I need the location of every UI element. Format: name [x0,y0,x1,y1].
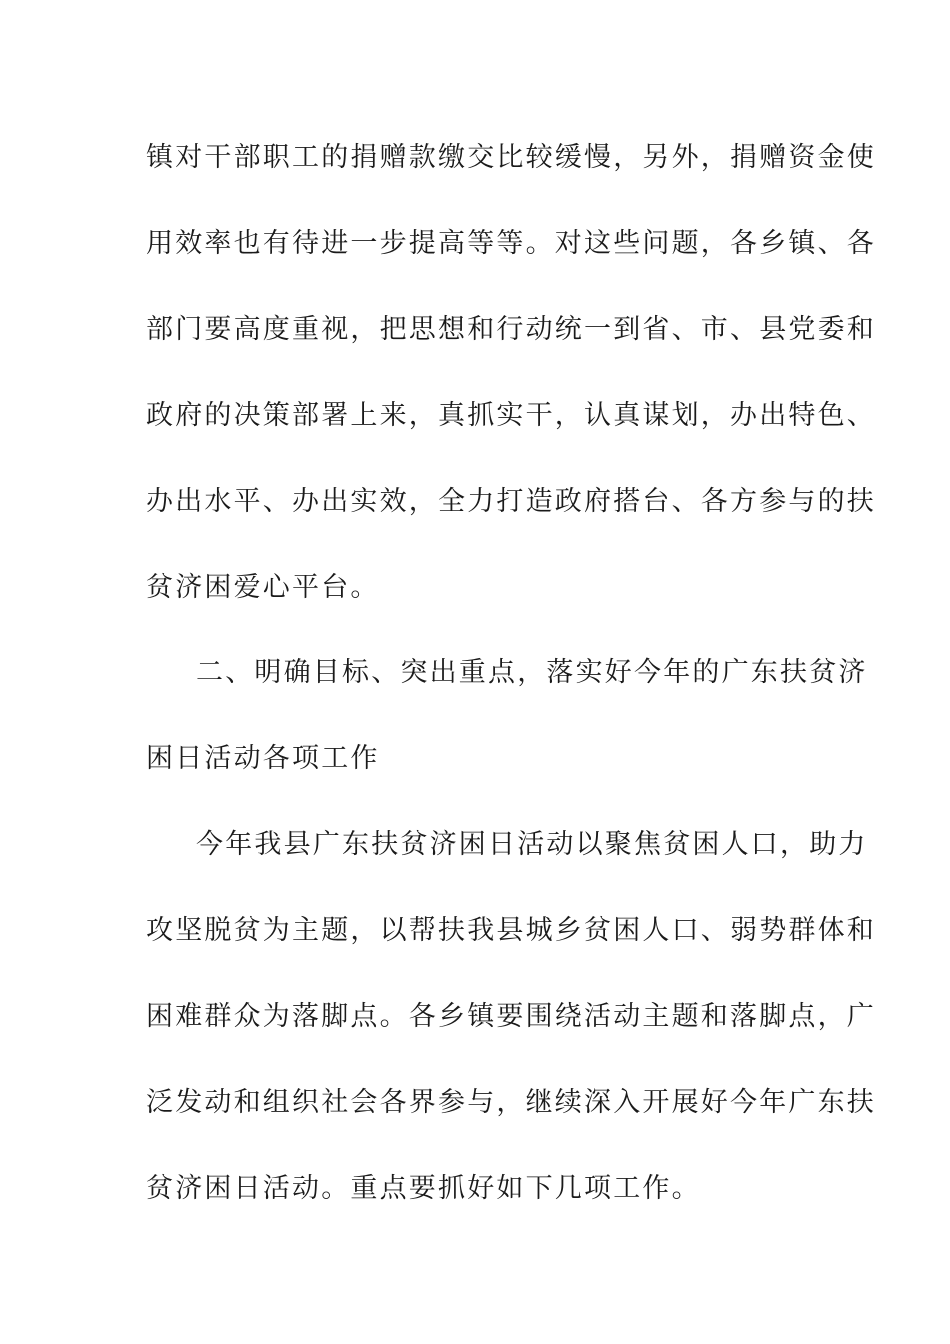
paragraph-line: 部门要高度重视，把思想和行动统一到省、市、县党委和 [146,314,876,345]
paragraph-line: 办出水平、办出实效，全力打造政府搭台、各方参与的扶 [146,486,876,517]
section-heading-line: 二、明确目标、突出重点，落实好今年的广东扶贫济 [196,657,868,688]
section-heading-line: 困日活动各项工作 [146,743,380,774]
paragraph-line: 困难群众为落脚点。各乡镇要围绕活动主题和落脚点，广 [146,1001,876,1032]
paragraph-line: 贫济困日活动。重点要抓好如下几项工作。 [146,1173,701,1204]
paragraph-line: 用效率也有待进一步提高等等。对这些问题，各乡镇、各 [146,228,876,259]
paragraph-line: 泛发动和组织社会各界参与，继续深入开展好今年广东扶 [146,1087,876,1118]
paragraph-line: 镇对干部职工的捐赠款缴交比较缓慢，另外，捐赠资金使 [146,142,876,173]
paragraph-line: 贫济困爱心平台。 [146,572,380,603]
paragraph-line: 攻坚脱贫为主题，以帮扶我县城乡贫困人口、弱势群体和 [146,915,876,946]
paragraph-line: 政府的决策部署上来，真抓实干，认真谋划，办出特色、 [146,400,876,431]
paragraph-line: 今年我县广东扶贫济困日活动以聚焦贫困人口，助力 [196,829,868,860]
